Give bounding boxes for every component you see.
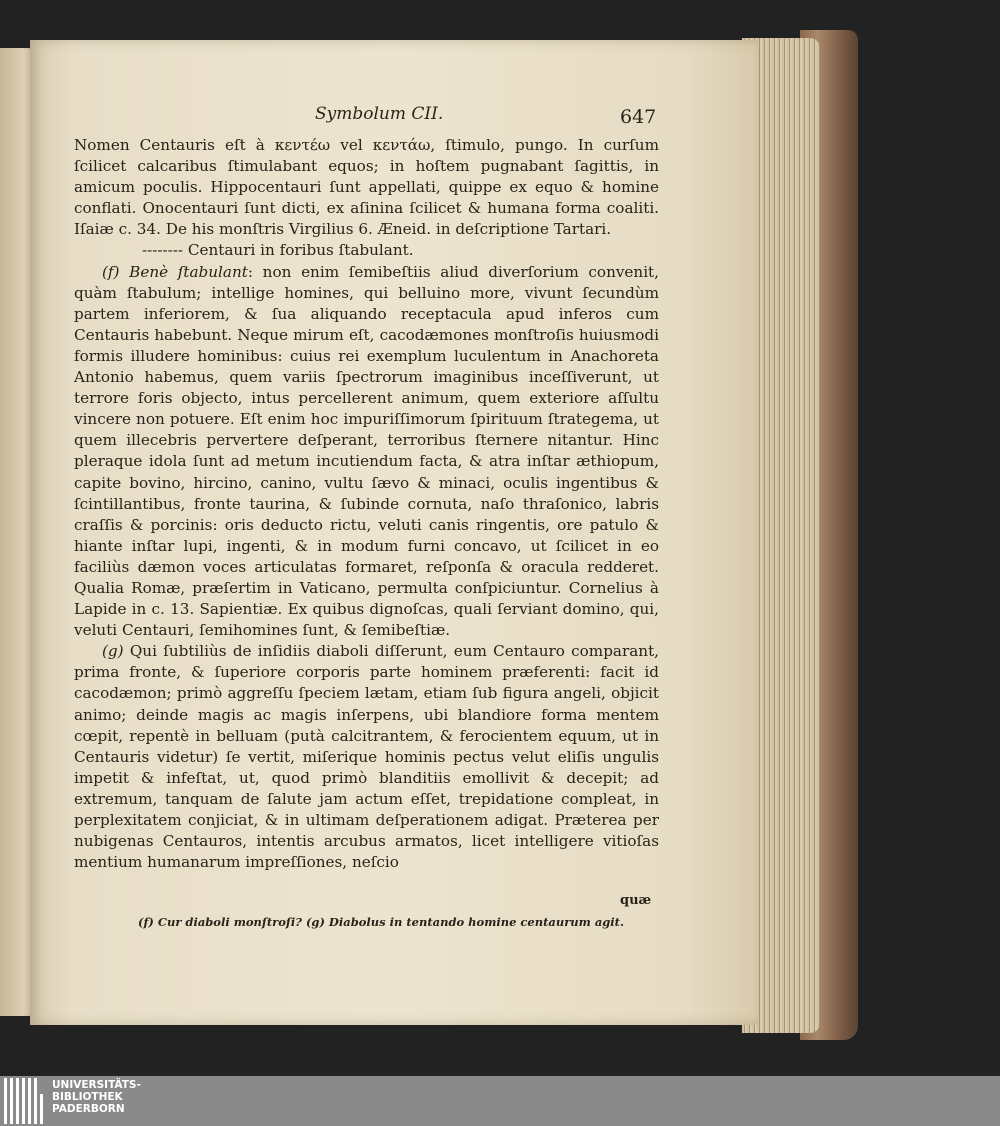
intro-paragraph: Nomen Centauris eſt à κεντέω vel κεντάω, ſtimulo, pungo. In curſum ſcilicet calcaribus ſtimulabant equos; in hoſtem pugnabant ſagittis, in amicum poculis. Hippocentauri ſunt appellati, quippe ex equo & homine conflati. Onocentauri ſunt dicti, ex aſinina ſcilicet & humana forma coaliti. Iſaiæ c. 34. De his monſtris Virgilius 6. Æneid. in deſcriptione Tartari. — [74, 136, 659, 239]
library-name — [52, 1079, 141, 1115]
note-g-text: Qui ſubtiliùs de inſidiis diaboli diſſerunt, eum Centauro comparant, prima fronte, & ſuperiore corporis parte hominem præferenti: facit id cacodæmon; primò aggreſſu ſpeciem lætam, etiam ſub figura angeli, objicit animo; deinde magis ac magis inſerpens, ubi blandiore forma mentem cœpit, repentè in belluam (putà calcitrantem, & ferocientem equum, ut in Centauris videtur) ſe vertit, miſerique hominis pectus velut eliſis ungulis impetit & infeſtat, ut, quod primò blanditiis emollivit & decepit; ad extremum, tanquam de ſalute jam actum eſſet, trepidatione compleat, in perplexitatem conjiciat, & in ultimam deſperationem adigat. Præterea per nubigenas Centauros, intentis arcubus armatos, licet intelligere vitioſas mentium humanarum impreſſiones, neſcio — [74, 642, 659, 872]
verse-quote: -------- Centauri in foribus ſtabulant. — [142, 241, 414, 260]
catchword: quæ — [620, 893, 652, 908]
note-f-reference: (f) Benè ſtabulant — [102, 262, 248, 281]
note-f-text: : non enim ſemibeſtiis aliud diverſorium convenit, quàm ſtabulum; intellige homines, qui belluino more, vivunt ſecundùm partem inferiorem, & ſua aliquando receptacula apud inferos cum Centauris habebunt. Neque mirum eſt, cacodæmones monſtroſis huiusmodi formis illudere hominibus: cuius rei exemplum luculentum in Anachoreta Antonio habemus, quem variis ſpectrorum imaginibus inceſſiverunt, ut terrore foris objecto, intus percellerent animum, quem exteriore aſſultu vincere non potuere. Eſt enim hoc impuriſſimorum ſpirituum ſtrategema, ut quem illecebris pervertere deſperant, terroribus ſternere nitantur. Hinc pleraque idola ſunt ad metum incutiendum facta, & atra inſtar æthiopum, capite bovino, hircino, canino, vultu ſævo & minaci, oculis ingentibus & ſcintillantibus, fronte taurina, & ſubinde cornuta, naſo thraſonico, labris craſſis & porcinis: oris deducto rictu, veluti canis ringentis, ore patulo & hiante inſtar lupi, ingenti, & in modum furni concavo, ut ſcilicet in eo faciliùs dæmon voces articulatas formaret, reſponſa & oracula redderet. Qualia Romæ, præſertim in Vaticano, permulta conſpiciuntur. Cornelius à Lapide in c. 13. Sapientiæ. Ex quibus dignoſcas, quali ſerviant domino, qui, veluti Centauri, ſemihomines ſunt, & ſemibeſtiæ. — [74, 262, 659, 640]
note-g-paragraph — [74, 641, 659, 873]
main-text — [74, 135, 659, 873]
library-name-line-1: UNIVERSITÄTS- — [52, 1079, 141, 1091]
note-g-reference: (g) — [102, 642, 124, 661]
library-name-line-3: PADERBORN — [52, 1103, 125, 1115]
library-name-line-2: BIBLIOTHEK — [52, 1091, 123, 1103]
book-page — [30, 40, 758, 1025]
library-footer — [0, 1076, 1000, 1126]
marginal-footnotes: (f) Cur diaboli monſtroſi? (g) Diabolus in tentando homine centaurum agit. — [138, 915, 624, 929]
note-f-paragraph — [74, 262, 659, 642]
library-logo-icon — [2, 1078, 48, 1124]
page-number: 647 — [620, 106, 657, 128]
running-head — [30, 104, 758, 132]
left-page-edge — [0, 48, 34, 1016]
page-header-title: Symbolum CII. — [315, 104, 444, 124]
